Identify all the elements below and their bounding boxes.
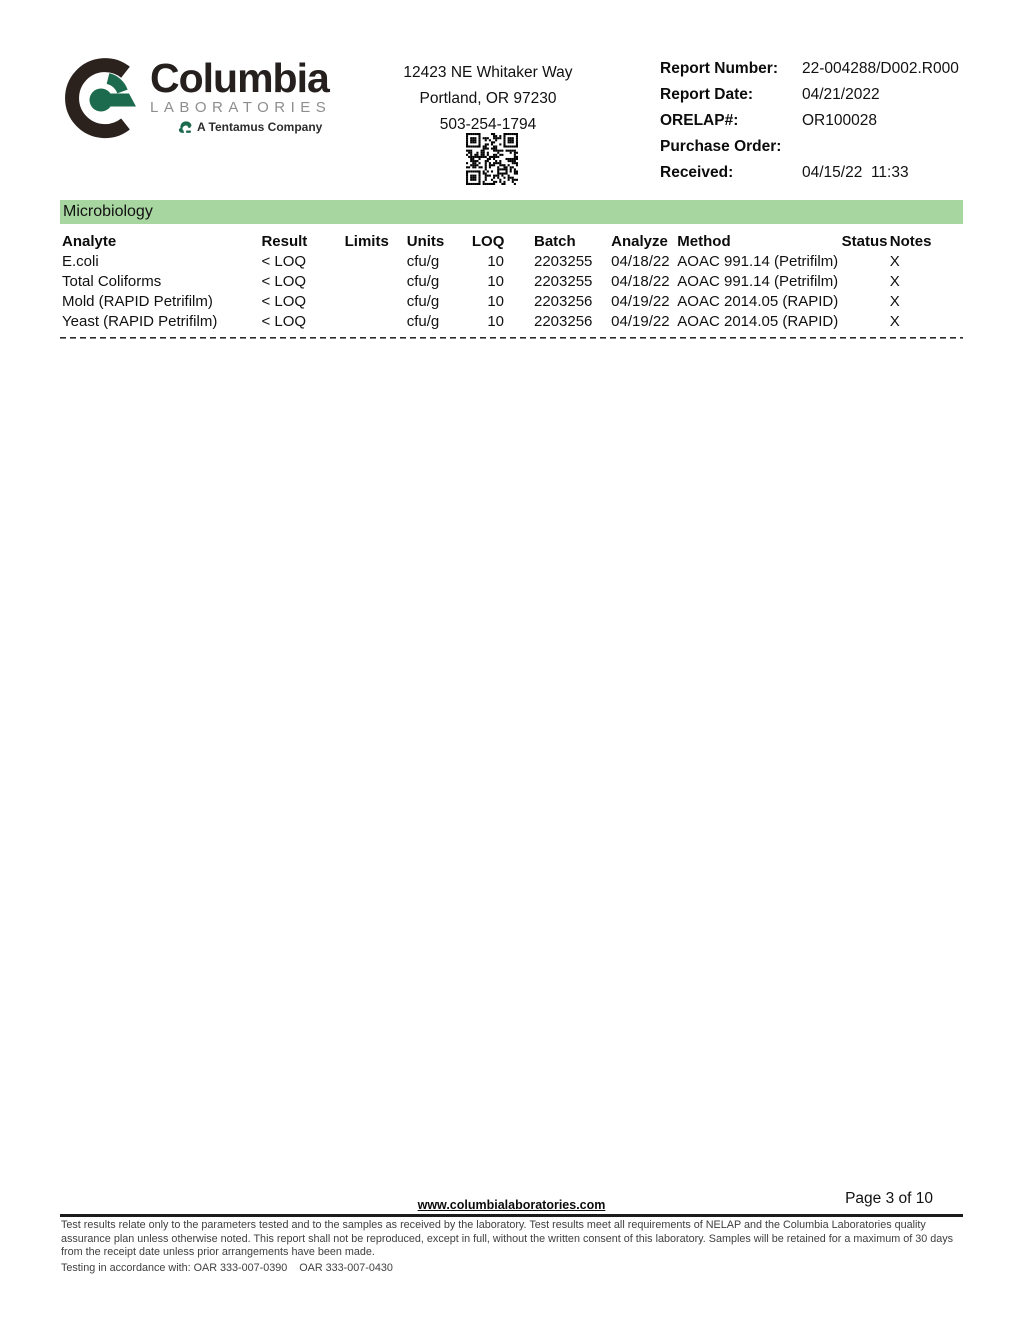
table-cell: 2203256: [534, 313, 593, 330]
table-row: [60, 250, 963, 270]
table-cell: 04/19/22: [611, 293, 670, 310]
table-cell: 10: [487, 293, 504, 310]
address-line2: Portland, OR 97230: [419, 90, 557, 107]
table-end-dashed-rule: [60, 337, 963, 339]
table-row: [60, 290, 963, 310]
column-header: Method: [677, 233, 731, 250]
table-cell: X: [889, 293, 900, 310]
footer-divider: [60, 1214, 963, 1217]
orelap-value: OR100028: [802, 112, 877, 129]
table-cell: [343, 290, 405, 310]
qr-code: [466, 133, 518, 185]
table-header-row: [60, 226, 963, 250]
table-cell: X: [889, 313, 900, 330]
table-cell: [343, 270, 405, 290]
table-cell: 04/18/22: [611, 253, 670, 270]
table-cell: Mold (RAPID Petrifilm): [62, 293, 213, 310]
table-cell: [840, 250, 888, 270]
table-row: [60, 270, 963, 290]
table-cell: cfu/g: [406, 273, 440, 290]
table-cell: 04/18/22: [611, 273, 670, 290]
purchase-order-label: Purchase Order:: [660, 138, 782, 155]
report-date-value: 04/21/2022: [802, 86, 880, 103]
table-cell: < LOQ: [261, 253, 307, 270]
table-cell: [343, 250, 405, 270]
lab-address: [388, 60, 588, 138]
received-label: Received:: [660, 164, 734, 181]
table-cell: cfu/g: [406, 293, 440, 310]
table-cell: X: [889, 253, 900, 270]
received-value: 04/15/22 11:33: [802, 164, 909, 181]
column-header: Analyte: [62, 233, 117, 250]
table-cell: cfu/g: [406, 313, 440, 330]
accordance-text: Testing in accordance with: OAR 333-007-0390 OAR 333-007-0430: [61, 1261, 393, 1274]
results-table: [60, 226, 963, 339]
table-cell: 04/19/22: [611, 313, 670, 330]
table-cell: Total Coliforms: [62, 273, 162, 290]
report-number-row: [660, 60, 960, 86]
orelap-label: ORELAP#:: [660, 112, 739, 129]
report-number-label: Report Number:: [660, 60, 778, 77]
table-cell: 2203255: [534, 253, 593, 270]
page-number: Page 3 of 10: [845, 1190, 933, 1207]
table-cell: [840, 290, 888, 310]
orelap-row: [660, 112, 960, 138]
table-cell: [343, 310, 405, 330]
tagline-text: A Tentamus Company: [197, 120, 323, 134]
table-cell: AOAC 2014.05 (RAPID): [677, 313, 839, 330]
columbia-logo-icon: [62, 56, 146, 140]
table-cell: < LOQ: [261, 273, 307, 290]
address-line1: 12423 NE Whitaker Way: [403, 64, 573, 81]
tentamus-lion-icon: [178, 120, 193, 134]
report-date-label: Report Date:: [660, 86, 754, 103]
column-header: Units: [406, 233, 445, 250]
column-header: Analyze: [611, 233, 668, 250]
columbia-logo: [62, 56, 331, 140]
table-cell: E.coli: [62, 253, 99, 270]
table-cell: 2203256: [534, 293, 593, 310]
table-cell: < LOQ: [261, 293, 307, 310]
table-cell: AOAC 2014.05 (RAPID): [677, 293, 839, 310]
table-row: [60, 310, 963, 330]
column-header: Limits: [344, 233, 389, 250]
table-cell: Yeast (RAPID Petrifilm): [62, 313, 218, 330]
disclaimer-text: Test results relate only to the parameters tested and to the samples as received by the laboratory. Test results meet all requirements of NELAP and the Columbia Laboratories quality assurance plan unless otherwise noted. This report shall not be reproduced, except in full, without the written consent of this laboratory. Samples will be retained for a maximum of 30 days from the receipt date unless prior arrangements have been made.: [61, 1219, 954, 1258]
table-cell: [840, 270, 888, 290]
report-number-value: 22-004288/D002.R000: [802, 60, 959, 77]
table-cell: AOAC 991.14 (Petrifilm): [677, 273, 839, 290]
column-header: Notes: [889, 233, 932, 250]
column-header: Batch: [534, 233, 576, 250]
purchase-order-row: [660, 138, 960, 164]
section-header-microbiology: Microbiology: [60, 200, 963, 224]
table-cell: 10: [487, 273, 504, 290]
address-line3: 503-254-1794: [439, 116, 537, 133]
table-cell: [840, 310, 888, 330]
logo-brand-text: Columbia: [150, 55, 329, 101]
table-cell: 10: [487, 253, 504, 270]
table-cell: cfu/g: [406, 253, 440, 270]
table-cell: AOAC 991.14 (Petrifilm): [677, 253, 839, 270]
received-row: [660, 164, 960, 190]
table-cell: 2203255: [534, 273, 593, 290]
column-header: LOQ: [471, 233, 505, 250]
disclaimer: [61, 1219, 967, 1275]
table-cell: X: [889, 273, 900, 290]
logo-sub-text: LABORATORIES: [150, 99, 332, 116]
column-header: Result: [261, 233, 308, 250]
column-header: Status: [841, 233, 888, 250]
website-link[interactable]: www.columbialaboratories.com: [417, 1198, 606, 1212]
report-info: [660, 60, 960, 190]
logo-tagline: [178, 120, 331, 134]
table-cell: < LOQ: [261, 313, 307, 330]
table-cell: 10: [487, 313, 504, 330]
report-date-row: [660, 86, 960, 112]
